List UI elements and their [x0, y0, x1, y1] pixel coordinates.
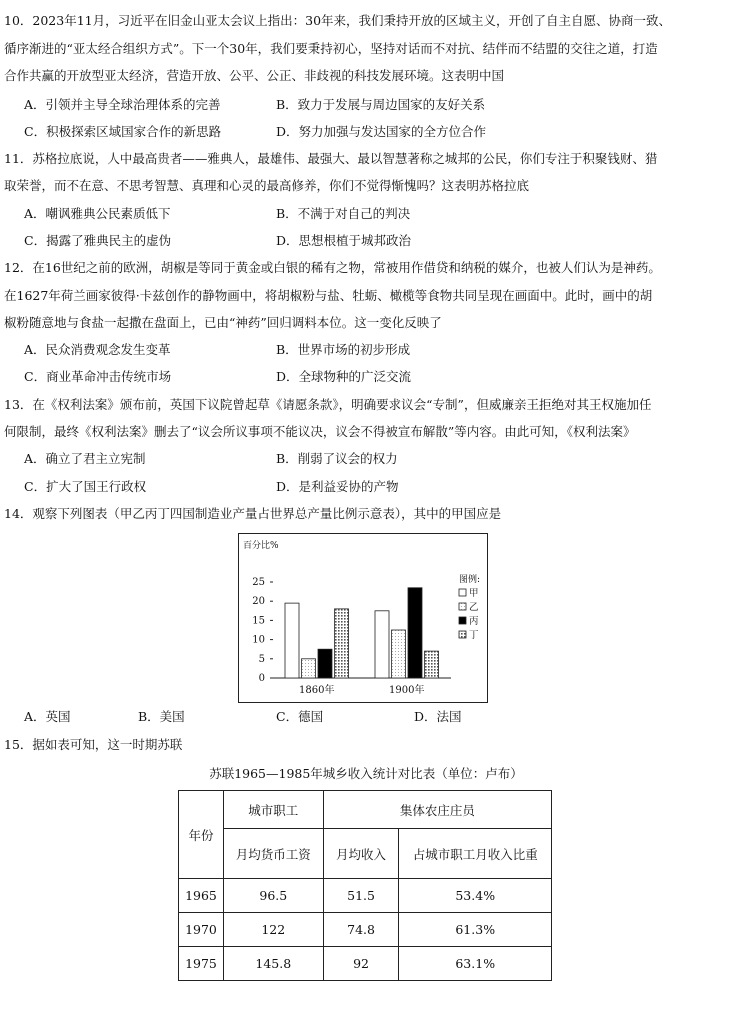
legend-label-丙: 丙	[469, 616, 479, 627]
q10-line-3: 合作共赢的开放型亚太经济，营造开放、公平、公正、非歧视的科技发展环境。这表明中国	[4, 68, 505, 83]
q11-option-c[interactable]: C．揭露了雅典民主的虚伪	[24, 233, 172, 248]
bar-乙-1900年	[392, 630, 406, 678]
bar-甲-1900年	[375, 611, 389, 678]
q15-line-1: 15．据如表可知，这一时期苏联	[4, 737, 183, 752]
q11-line-1: 11．苏格拉底说，人中最高贵者——雅典人，最雄伟、最强大、最以智慧著称之城邦的公民，你们专注于积聚钱财、猎	[4, 151, 658, 166]
q12-option-c[interactable]: C．商业革命冲击传统市场	[24, 369, 172, 384]
q11-option-b[interactable]: B．不满于对自己的判决	[276, 206, 411, 221]
subheader-monthly-wage: 月均货币工资	[223, 829, 323, 879]
bar-甲-1860年	[285, 603, 299, 678]
q13-option-b[interactable]: B．削弱了议会的权力	[276, 451, 398, 466]
cell-year: 1975	[179, 947, 224, 981]
q12-option-d[interactable]: D．全球物种的广泛交流	[276, 369, 412, 384]
bar-丁-1860年	[335, 609, 349, 678]
cell-year: 1970	[179, 913, 224, 947]
q13-line-2: 何限制，最终《权利法案》删去了“议会所议事项不能议决，议会不得被宣布解散”等内容。由此可知，《权利法案》	[4, 424, 636, 439]
q11-line-2: 取荣誉，而不在意、不思考智慧、真理和心灵的最高修养，你们不觉得惭愧吗？这表明苏格拉底	[4, 178, 530, 193]
q13-option-c[interactable]: C．扩大了国王行政权	[24, 479, 147, 494]
q12-line-3: 椒粉随意地与食盐一起撒在盘面上，已由“神药”回归调料本位。这一变化反映了	[4, 315, 442, 330]
q13-line-1: 13．在《权利法案》颁布前，英国下议院曾起草《请愿条款》，明确要求议会“专制”，但威廉亲王拒绝对其王权施加任	[4, 397, 652, 412]
q10-line-1: 10．2023年11月，习近平在旧金山亚太会议上指出：30年来，我们秉持开放的区域主义，开创了自主自愿、协商一致、	[4, 13, 672, 28]
legend-swatch-乙	[459, 603, 466, 610]
q10-option-c[interactable]: C．积极探索区域国家合作的新思路	[24, 124, 222, 139]
bar-丙-1860年	[318, 649, 332, 678]
q10-line-2: 循序渐进的“亚太经合组织方式”。下一个30年，我们要秉持初心，坚持对话而不对抗、结伴而不结盟的交往之道，打造	[4, 41, 658, 56]
y-tick-label: 0	[258, 673, 265, 684]
subheader-income-ratio: 占城市职工月收入比重	[399, 829, 552, 879]
q11-option-a[interactable]: A．嘲讽雅典公民素质低下	[24, 206, 171, 221]
q10-option-b[interactable]: B．致力于发展与周边国家的友好关系	[276, 97, 486, 112]
q10-option-d[interactable]: D．努力加强与发达国家的全方位合作	[276, 124, 487, 139]
y-tick-label: 20	[252, 596, 265, 608]
q12-option-b[interactable]: B．世界市场的初步形成	[276, 342, 411, 357]
cell-income: 51.5	[323, 879, 399, 913]
q10-option-a[interactable]: A．引领并主导全球治理体系的完善	[24, 97, 221, 112]
q13-option-d[interactable]: D．是利益妥协的产物	[276, 479, 399, 494]
legend-title: 图例:	[459, 575, 481, 585]
header-year: 年份	[179, 791, 224, 879]
header-farm-members: 集体农庄庄员	[323, 791, 551, 829]
bar-丁-1900年	[425, 651, 439, 678]
bar-丙-1900年	[408, 588, 422, 678]
y-tick-label: 15	[252, 615, 265, 627]
y-tick-label: 10	[252, 634, 265, 646]
q14-option-a[interactable]: A．英国	[24, 709, 71, 724]
cell-wage: 122	[223, 913, 323, 947]
cell-ratio: 53.4%	[399, 879, 552, 913]
table-row	[179, 879, 552, 913]
legend-label-甲: 甲	[469, 588, 479, 599]
y-axis-label: 百分比%	[243, 541, 279, 551]
legend-swatch-甲	[459, 589, 466, 596]
manufacturing-share-chart	[238, 533, 488, 703]
cell-ratio: 63.1%	[399, 947, 552, 981]
subheader-monthly-income: 月均收入	[323, 829, 399, 879]
x-tick-label: 1900年	[389, 685, 425, 696]
q14-option-c[interactable]: C．德国	[276, 709, 324, 724]
legend-swatch-丁	[459, 631, 466, 638]
cell-income: 74.8	[323, 913, 399, 947]
bar-乙-1860年	[302, 659, 316, 678]
q14-line-1: 14．观察下列图表（甲乙丙丁四国制造业产量占世界总产量比例示意表），其中的甲国应是	[4, 506, 502, 521]
x-tick-label: 1860年	[299, 685, 335, 696]
q12-line-2: 在1627年荷兰画家彼得·卡兹创作的静物画中，将胡椒粉与盐、牡蛎、橄榄等食物共同呈现在画面中。此时，画中的胡	[4, 288, 653, 303]
q12-line-1: 12．在16世纪之前的欧洲，胡椒是等同于黄金或白银的稀有之物，常被用作借贷和纳税的媒介，也被人们认为是神药。	[4, 260, 661, 275]
cell-ratio: 61.3%	[399, 913, 552, 947]
table-row	[179, 913, 552, 947]
q11-option-d[interactable]: D．思想根植于城邦政治	[276, 233, 412, 248]
q12-option-a[interactable]: A．民众消费观念发生变革	[24, 342, 171, 357]
legend-label-丁: 丁	[469, 630, 479, 641]
table-title: 苏联1965—1985年城乡收入统计对比表（单位：卢布）	[209, 766, 523, 781]
legend-label-乙: 乙	[469, 602, 479, 613]
y-tick-label: 25	[252, 577, 265, 588]
cell-wage: 145.8	[223, 947, 323, 981]
q13-option-a[interactable]: A．确立了君主立宪制	[24, 451, 146, 466]
table-row	[179, 947, 552, 981]
y-tick-label: 5	[258, 653, 265, 665]
cell-year: 1965	[179, 879, 224, 913]
legend-swatch-丙	[459, 617, 466, 624]
income-table	[178, 790, 552, 981]
cell-wage: 96.5	[223, 879, 323, 913]
q14-option-d[interactable]: D．法国	[414, 709, 462, 724]
chart-svg	[239, 534, 487, 702]
header-city-workers: 城市职工	[223, 791, 323, 829]
q14-option-b[interactable]: B．美国	[138, 709, 185, 724]
cell-income: 92	[323, 947, 399, 981]
